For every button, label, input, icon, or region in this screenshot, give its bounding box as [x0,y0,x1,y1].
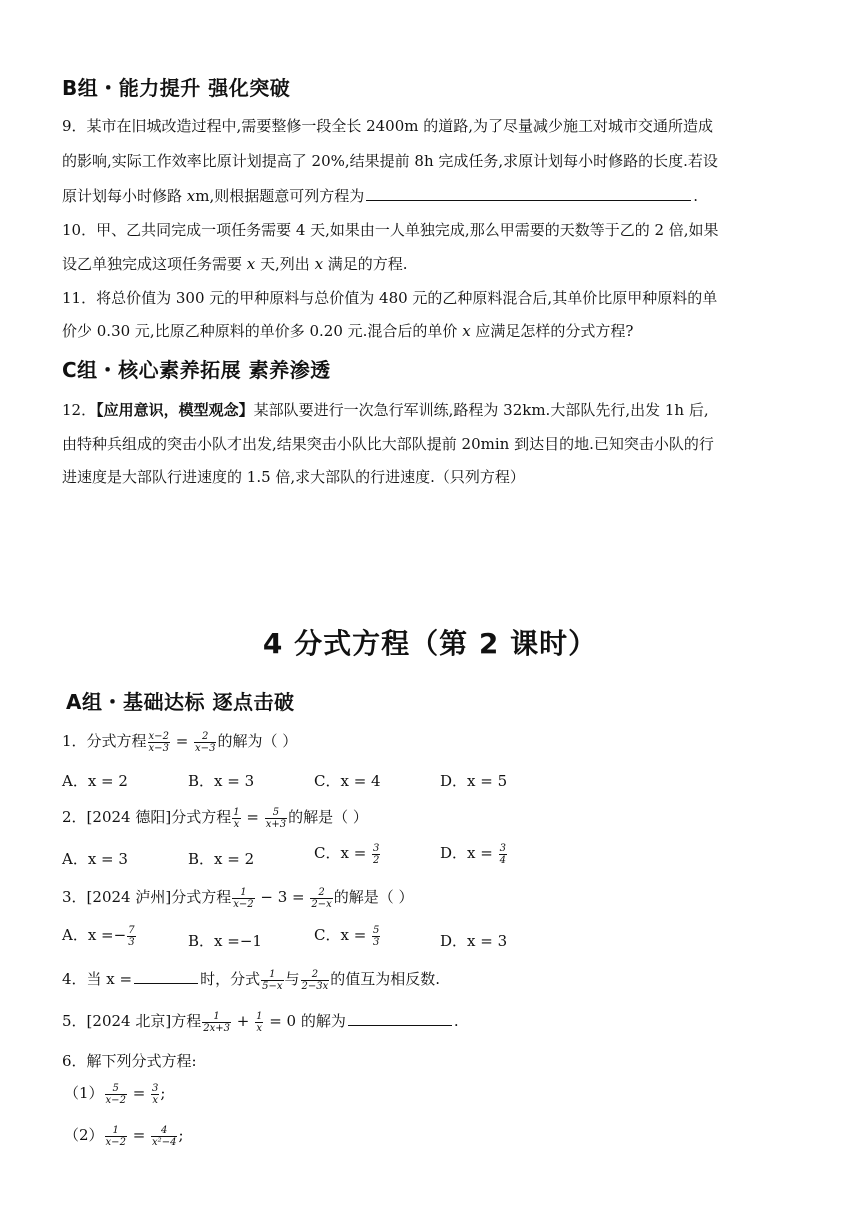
p5-plus: + [231,1012,255,1030]
p4-and: 与 [284,970,300,988]
q11-line2 [62,320,633,341]
q9-line2: 的影响,实际工作效率比原计划提高了 20%,结果提前 8h 完成任务,求原计划每小时修路的长度.若设 [62,152,718,170]
p4-frac-1 [261,969,283,992]
p3-option-c-d: 3 [373,936,380,948]
q10-line2 [62,253,408,274]
p6-s1-eq: = [127,1084,151,1102]
q11-line2-a: 价少 0.30 元,比原乙种原料的单价多 0.20 元.混合后的单价 [62,322,463,340]
p3-n1: 1 [232,887,254,899]
p5-n1: 1 [202,1011,231,1023]
q9-line3 [62,185,698,206]
p2-suffix: 的解是（ ） [288,808,368,826]
p2-option-c-n: 3 [373,842,380,854]
p3-d2: 2−x [311,898,332,910]
p6-sub1 [64,1082,165,1106]
p2-d1: x [233,818,240,830]
p1-option-b[interactable]: B．x = 3 [188,772,255,790]
p3-n2: 2 [310,887,332,899]
p3-option-d[interactable]: D．x = 3 [440,932,508,950]
lesson-title: 4 分式方程（第 2 课时） [262,627,598,660]
p1-option-d[interactable]: D．x = 5 [440,772,508,790]
p1-line [62,730,297,754]
p4-line [62,968,440,992]
p1-suffix: 的解为（ ） [217,732,298,750]
q12-line1-text: 某部队要进行一次急行军训练,路程为 32km.大部队先行,出发 1h 后, [253,401,709,419]
p3-suffix: 的解是（ ） [333,888,414,906]
p6-sub1-label: （1） [64,1084,104,1102]
q10-var-2: x [314,255,324,273]
p2-option-d-frac [499,843,507,866]
q12-line3: 进速度是大部队行进速度的 1.5 倍,求大部队的行进速度.（只列方程） [62,468,525,486]
p3-option-a[interactable] [62,924,137,948]
p2-option-b[interactable]: B．x = 2 [188,850,255,868]
q10-line2-a: 设乙单独完成这项任务需要 [62,255,247,273]
p6-sub1-frac-left [105,1083,127,1106]
p4-prefix: 4．当 x = [62,970,133,988]
p6-s2-d2: x²−4 [152,1136,177,1148]
p4-d1: 5−x [262,980,283,992]
p4-d2: 2−3x [301,980,329,992]
p4-suffix: 的值互为相反数. [330,970,441,988]
q12-line2: 由特种兵组成的突击小队才出发,结果突击小队比大部队提前 20min 到达目的地.已知突击小队的行 [62,435,714,453]
p3-d1: x−2 [233,898,254,910]
q9-line3-b: m,则根据题意可列方程为 [195,187,365,205]
p5-suffix: . [453,1012,459,1030]
q9-line3-a: 原计划每小时修路 [62,187,187,205]
p2-option-d[interactable] [440,842,508,866]
section-a-heading: A组・基础达标 逐点击破 [66,690,295,714]
p1-d2: x−3 [195,742,216,754]
p2-option-d-label: D．x = [440,844,498,862]
p5-d1: 2x+3 [203,1022,230,1034]
p3-mid: − 3 = [255,888,310,906]
p6-s1-end: ; [160,1084,166,1102]
p5-d2: x [256,1022,263,1034]
q10-line1: 10．甲、乙共同完成一项任务需要 4 天,如果由一人单独完成,那么甲需要的天数等于乙的 2 倍,如果 [62,221,719,239]
p3-option-a-d: 3 [128,936,135,948]
q9-answer-blank[interactable] [366,199,691,201]
q10-line2-c: 满足的方程. [323,255,408,273]
p5-n2: 1 [256,1010,263,1022]
q10-var-1: x [246,255,256,273]
q11-line2-b: 应满足怎样的分式方程? [470,322,634,340]
q9-line3-end: . [693,187,699,205]
p2-prefix: 2．[2024 德阳]分式方程 [62,808,232,826]
p1-n2: 2 [194,731,216,743]
section-c-heading: C组・核心素养拓展 素养渗透 [62,358,331,382]
p4-n1: 1 [261,969,283,981]
p3-option-c-frac [372,925,380,948]
p3-frac-right [310,887,332,910]
p2-d2: x+3 [265,818,287,830]
p6-s1-n2: 3 [152,1082,159,1094]
p5-frac-1 [202,1011,231,1034]
p2-frac-right [265,807,287,830]
p6-s1-d1: x−2 [105,1094,126,1106]
p6-s2-n1: 1 [105,1125,127,1137]
p6-s2-n2: 4 [151,1125,177,1137]
p3-line [62,886,414,910]
p3-option-c[interactable] [314,924,381,948]
p1-prefix: 1．分式方程 [62,732,147,750]
p4-n2: 2 [301,969,330,981]
q12-tag: 【应用意识，模型观念】 [96,401,254,419]
p6-line: 6．解下列分式方程: [62,1052,197,1070]
p1-frac-right [194,731,216,754]
p5-prefix: 5．[2024 北京]方程 [62,1012,202,1030]
p1-d1: x−3 [148,742,169,754]
p5-eq: = 0 的解为 [264,1012,346,1030]
section-b-heading: B组・能力提升 强化突破 [62,76,291,100]
p6-sub2-frac-left [105,1125,127,1148]
p2-n2: 5 [265,807,287,819]
q9-var: x [186,187,196,205]
p5-frac-2 [255,1011,263,1034]
p3-frac-left [232,887,254,910]
q9-line1: 9．某市在旧城改造过程中,需要整修一段全长 2400m 的道路,为了尽量减少施工对城市交通所造成 [62,117,714,135]
p3-option-a-n: 7 [128,924,135,936]
p6-s1-n1: 5 [105,1083,127,1095]
p2-option-a[interactable]: A．x = 3 [62,850,128,868]
p3-option-a-frac [127,925,135,948]
q12-line1 [62,399,709,420]
p2-option-c-frac [372,843,380,866]
p2-eq: = [241,808,264,826]
p1-option-c[interactable]: C．x = 4 [314,772,381,790]
p2-option-d-d: 4 [499,854,506,866]
p2-option-d-n: 3 [499,842,506,854]
p1-eq: = [170,732,194,750]
p6-s1-d2: x [152,1094,159,1106]
q10-line2-b: 天,列出 [255,255,315,273]
p2-option-c-label: C．x = [314,844,372,862]
p6-sub1-frac-right [151,1083,159,1106]
p6-s2-eq: = [127,1126,151,1144]
p6-sub2 [64,1124,184,1148]
p4-mid: 时，分式 [200,970,261,988]
p3-option-c-label: C．x = [314,926,372,944]
p2-option-c-d: 2 [373,854,380,866]
p2-option-c[interactable] [314,842,381,866]
p1-n1: x−2 [148,730,169,742]
q12-num: 12． [62,401,97,419]
p3-option-b[interactable]: B．x =−1 [188,932,262,950]
p6-s2-d1: x−2 [105,1136,126,1148]
p3-prefix: 3．[2024 泸州]分式方程 [62,888,232,906]
p3-option-c-n: 5 [373,924,380,936]
p4-answer-blank[interactable] [134,982,198,984]
p6-sub2-frac-right [151,1125,177,1148]
p6-s2-end: ; [178,1126,184,1144]
q11-var: x [462,322,471,340]
p5-answer-blank[interactable] [348,1024,452,1026]
p2-frac-left [232,807,240,830]
p1-option-a[interactable]: A．x = 2 [62,772,128,790]
q11-line1: 11．将总价值为 300 元的甲种原料与总价值为 480 元的乙种原料混合后,其单价比原甲种原料的单 [62,289,718,307]
p2-line [62,806,368,830]
p3-option-a-label: A．x =− [62,926,127,944]
p6-sub2-label: （2） [64,1126,104,1144]
p1-frac-left [148,731,170,754]
p2-n1: 1 [233,806,240,818]
p4-frac-2 [301,969,330,992]
p5-line [62,1010,459,1034]
